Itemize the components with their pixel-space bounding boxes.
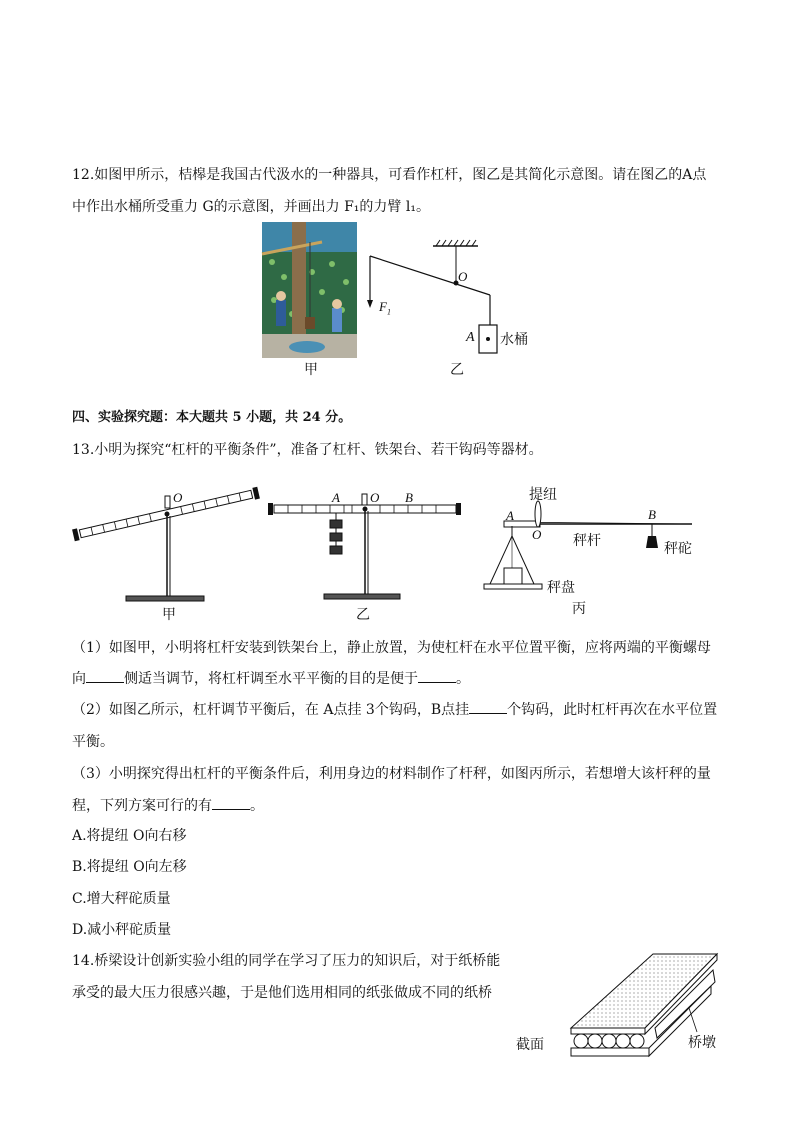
- q13-intro: 13.小明为探究“杠杆的平衡条件”，准备了杠杆、铁架台、若干钩码等器材。: [72, 442, 543, 458]
- section4-heading: 四、实验探究题：本大题共 5 小题，共 24 分。: [72, 410, 352, 425]
- q13-p1-line1: （1）如图甲，小明将杠杆安装到铁架台上，静止放置，为使杠杆在水平位置平衡，应将两端的平衡螺母: [72, 640, 711, 656]
- q13-p1-line2: 向 侧适当调节，将杠杆调至水平平衡的目的是便于 。: [72, 671, 470, 687]
- q14-line1: 14.桥梁设计创新实验小组的同学在学习了压力的知识后，对于纸桥能: [72, 953, 501, 969]
- q13-yi-caption: 乙: [356, 607, 370, 623]
- q13-p3-line1: （3）小明探究得出杠杆的平衡条件后，利用身边的材料制作了杆秤，如图丙所示，若想增大该杆秤的量: [72, 766, 711, 782]
- q13-blank-4[interactable]: [212, 797, 250, 810]
- q13-bing-chengpan: 秤盘: [547, 580, 575, 596]
- q13-bing-chengtuo: 秤砣: [664, 541, 692, 557]
- q13-option-c[interactable]: C.增大秤砣质量: [72, 891, 171, 907]
- q12-label-a: A: [466, 330, 475, 345]
- q13-figure-jia: [74, 484, 264, 606]
- q12-label-bucket: 水桶: [500, 332, 528, 348]
- q13-p2-line2: 平衡。: [72, 734, 114, 750]
- q13-bing-label-b: B: [648, 507, 656, 522]
- q13-p2-line1: （2）如图乙所示，杠杆调节平衡后，在 A点挂 3个钩码，B点挂 个钩码，此时杠杆再次在水平位置: [72, 702, 718, 718]
- q13-bing-label-o: O: [532, 527, 542, 542]
- q13-p3-line2: 程，下列方案可行的有 。: [72, 798, 264, 814]
- q13-option-b[interactable]: B.将提纽 O向左移: [72, 859, 187, 875]
- q13-option-a[interactable]: A.将提纽 O向右移: [72, 828, 187, 844]
- q12-line2: 中作出水桶所受重力 G的示意图，并画出力 F₁的力臂 l₁。: [72, 199, 430, 215]
- q13-yi-label-o: O: [370, 490, 380, 505]
- q13-blank-1[interactable]: [86, 670, 124, 683]
- q14-label-pier: 桥墩: [688, 1035, 716, 1051]
- q13-jia-caption: 甲: [162, 607, 176, 623]
- q13-jia-label-o: O: [173, 490, 183, 505]
- q13-bing-tizu: 提纽: [529, 487, 557, 503]
- q12-fig-jia-caption: 甲: [304, 362, 318, 378]
- q13-bing-label-a: A: [506, 508, 514, 523]
- q13-option-d[interactable]: D.减小秤砣质量: [72, 922, 172, 938]
- q13-yi-label-a: A: [332, 490, 340, 505]
- q14-line2: 承受的最大压力很感兴趣，于是他们选用相同的纸张做成不同的纸桥: [72, 985, 492, 1001]
- q12-line1: 12.如图甲所示，桔槔是我国古代汲水的一种器具，可看作杠杆，图乙是其简化示意图。请在图乙的A点: [72, 167, 707, 183]
- q12-label-f1: $F_1$: [379, 299, 391, 317]
- q12-fig-yi-caption: 乙: [450, 362, 464, 378]
- q12-figure-jia-illustration: [262, 222, 357, 358]
- q13-yi-label-b: B: [405, 490, 413, 505]
- q13-bing-caption: 丙: [572, 601, 586, 617]
- q13-blank-3[interactable]: [469, 701, 507, 714]
- q13-bing-chengan: 秤杆: [573, 533, 601, 549]
- q12-label-o: O: [458, 269, 468, 284]
- q13-figure-yi: [266, 490, 466, 604]
- q14-label-section: 截面: [516, 1037, 544, 1053]
- q13-blank-2[interactable]: [418, 670, 456, 683]
